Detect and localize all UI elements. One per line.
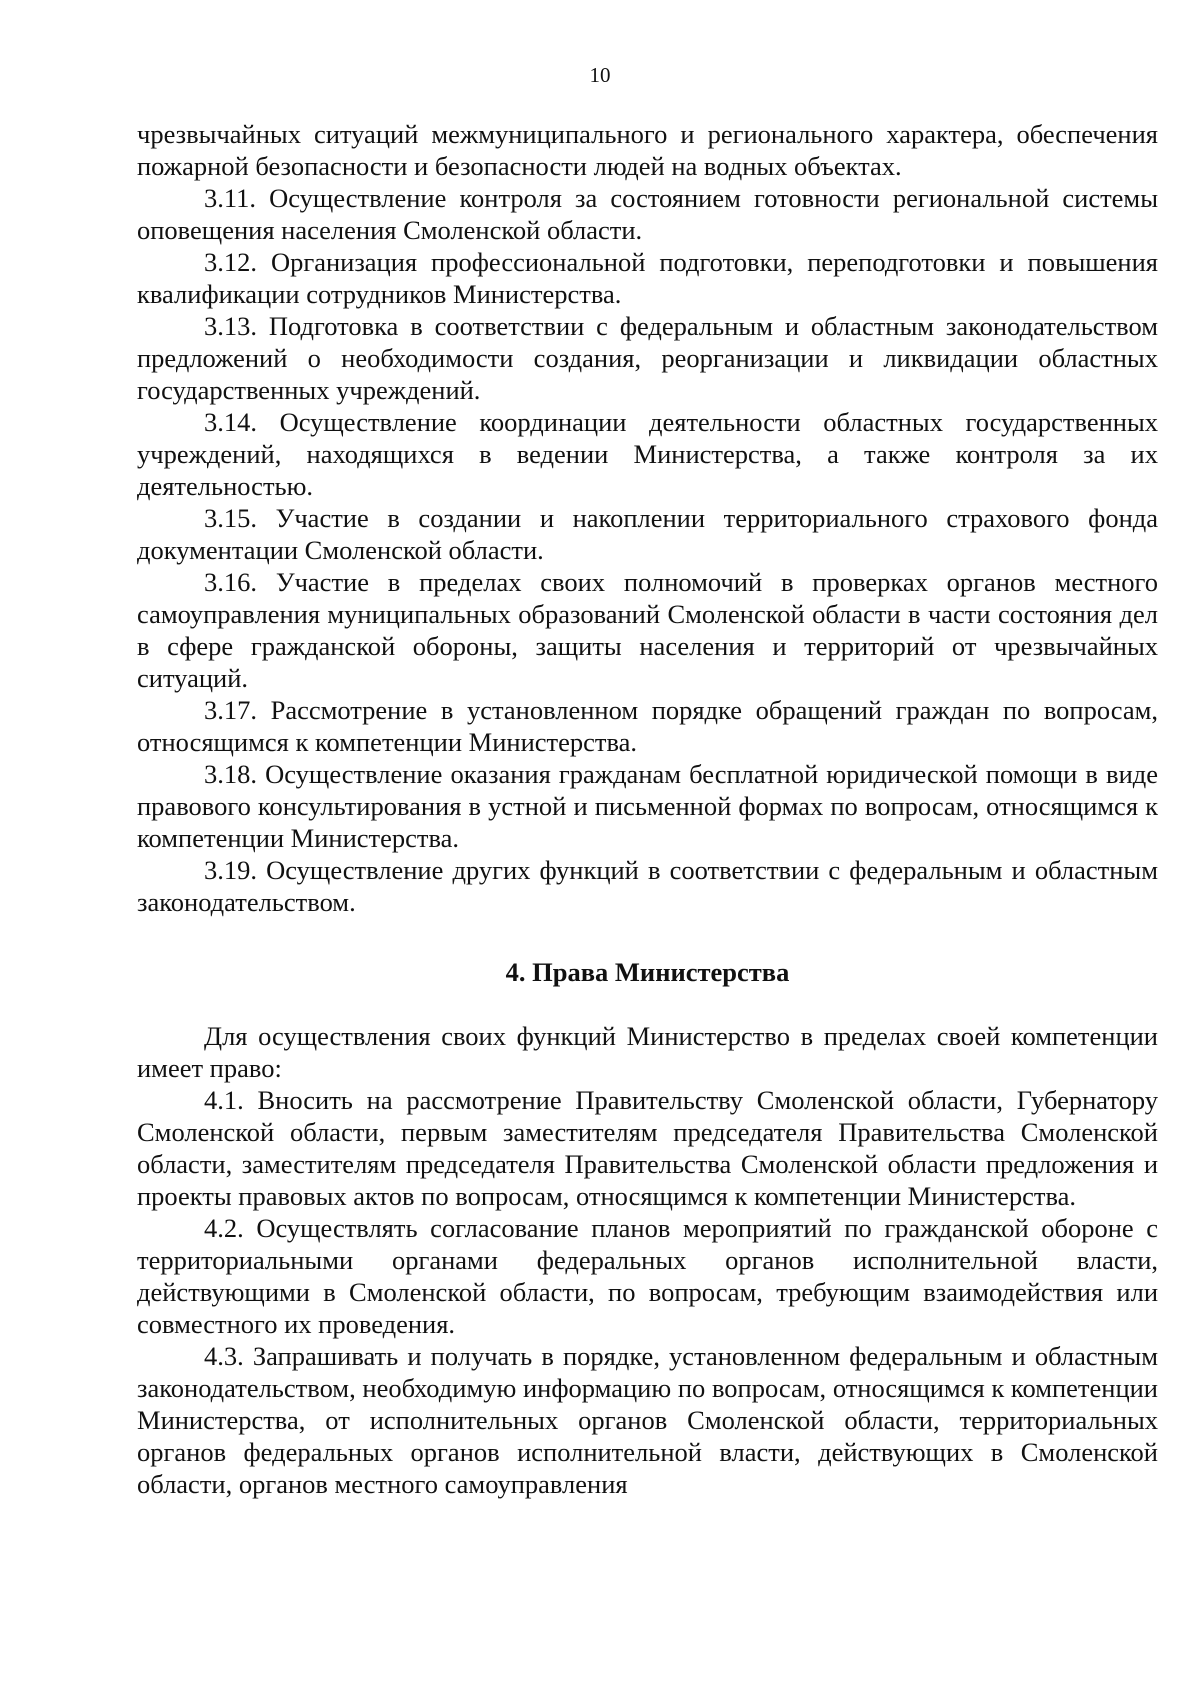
paragraph-3-15: 3.15. Участие в создании и накоплении территориального страхового фонда документации Смоленской области. xyxy=(137,503,1158,565)
page-number: 10 xyxy=(589,63,611,87)
paragraph-3-13: 3.13. Подготовка в соответствии с федеральным и областным законодательством предложений о необходимости создания, реорганизации и ликвидации областных государственных учреждений. xyxy=(137,311,1158,405)
document-body xyxy=(137,118,1158,1500)
functions-list xyxy=(137,118,1158,918)
paragraph-rights-intro: Для осуществления своих функций Министерство в пределах своей компетенции имеет право: xyxy=(137,1021,1158,1083)
paragraph-3-18: 3.18. Осуществление оказания гражданам бесплатной юридической помощи в виде правового консультирования в устной и письменной формах по вопросам, относящимся к компетенции Министерства. xyxy=(137,759,1158,853)
paragraph-continuation: чрезвычайных ситуаций межмуниципального и регионального характера, обеспечения пожарной безопасности и безопасности людей на водных объектах. xyxy=(137,119,1158,181)
paragraph-3-14: 3.14. Осуществление координации деятельности областных государственных учреждений, находящихся в ведении Министерства, а также контроля за их деятельностью. xyxy=(137,407,1158,501)
paragraph-3-19: 3.19. Осуществление других функций в соответствии с федеральным и областным законодательством. xyxy=(137,855,1158,917)
paragraph-3-17: 3.17. Рассмотрение в установленном порядке обращений граждан по вопросам, относящимся к компетенции Министерства. xyxy=(137,695,1158,757)
paragraph-4-3: 4.3. Запрашивать и получать в порядке, установленном федеральным и областным законодательством, необходимую информацию по вопросам, относящимся к компетенции Министерства, от исполнительных органов Смоленской области, территориальных органов федеральных органов исполнительной власти, действующих в Смоленской области, органов местного самоуправления xyxy=(137,1341,1158,1499)
paragraph-3-11: 3.11. Осуществление контроля за состоянием готовности региональной системы оповещения населения Смоленской области. xyxy=(137,183,1158,245)
section-heading: 4. Права Министерства xyxy=(505,957,790,987)
paragraph-4-2: 4.2. Осуществлять согласование планов мероприятий по гражданской обороне с территориальными органами федеральных органов исполнительной власти, действующими в Смоленской области, по вопросам, требующим взаимодействия или совместного их проведения. xyxy=(137,1213,1158,1339)
paragraph-4-1: 4.1. Вносить на рассмотрение Правительству Смоленской области, Губернатору Смоленской области, первым заместителям председателя Правительства Смоленской области, заместителям председателя Правительства Смоленской области предложения и проекты правовых актов по вопросам, относящимся к компетенции Министерства. xyxy=(137,1085,1158,1211)
rights-list xyxy=(137,1020,1158,1500)
paragraph-3-16: 3.16. Участие в пределах своих полномочий в проверках органов местного самоуправления муниципальных образований Смоленской области в части состояния дел в сфере гражданской обороны, защиты населения и территорий от чрезвычайных ситуаций. xyxy=(137,567,1158,693)
paragraph-3-12: 3.12. Организация профессиональной подготовки, переподготовки и повышения квалификации сотрудников Министерства. xyxy=(137,247,1158,309)
